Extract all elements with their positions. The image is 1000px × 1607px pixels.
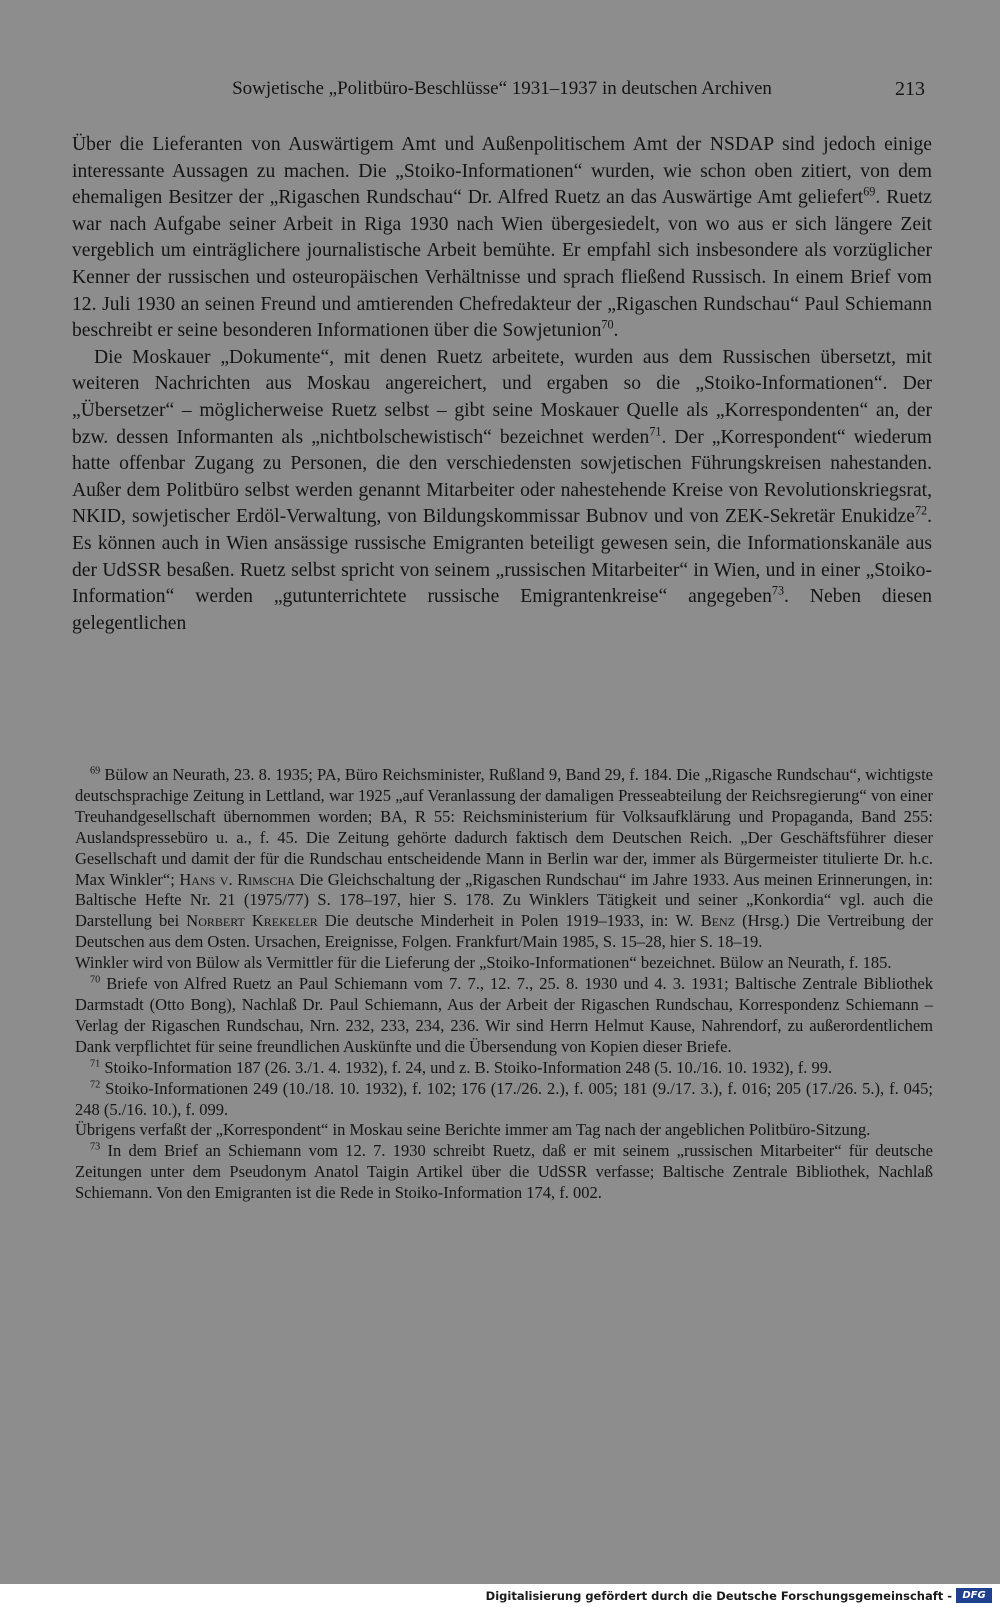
author-name: Norbert Krekeler — [186, 911, 318, 931]
footnote-70 — [75, 974, 933, 1058]
footnote-69 — [75, 765, 933, 953]
footnote-ref: 73 — [771, 583, 785, 598]
text-run: Die Gleichschaltung der „Rigaschen Rundschau“ im Jahre 1933. Aus meinen Erinnerungen, in: Baltische Hefte Nr. 21 (1975/77) S. 178–197, hier S. 178. Zu Winklers Tätigkeit und seiner „Konkordia“ vgl. auch die Darstellung bei — [75, 869, 933, 931]
text-run: Stoiko-Informationen 249 (10./18. 10. 1932), f. 102; 176 (17./26. 2.), f. 005; 181 (9./17. 3.), f. 016; 205 (17./26. 5.), f. 045; 248 (5./16. 10.), f. 099. — [75, 1078, 934, 1119]
funding-credit: Digitalisierung gefördert durch die Deutsche Forschungsgemeinschaft - — [485, 1589, 952, 1603]
footnotes — [75, 765, 933, 1204]
dfg-logo: DFG — [956, 1588, 992, 1603]
text-run: Bülow an Neurath, 23. 8. 1935; PA, Büro Reichsminister, Rußland 9, Band 29, f. 184. Die „Rigasche Rundschau“, wichtigste deutschsprachige Zeitung in Lettland, war 1925 „auf Veranlassung der damaligen Presseabteilung der Reichsregierung“ von einer Treuhandgesellschaft übernommen worden; BA, R 55: Reichsministerium für Volksaufklärung und Propaganda, Band 255: Auslandspressebüro u. a., f. 45. Die Zeitung gehörte dadurch faktisch dem Deutschen Reich. „Der Geschäftsführer dieser Gesellschaft und damit der für die Rundschau entscheidende Mann in Berlin war der, immer als Bürgermeister titulierte Dr. h.c. Max Winkler“; — [75, 765, 933, 889]
text-run: . — [613, 320, 619, 342]
footnote-number: 73 — [90, 1141, 101, 1153]
footnote-72 — [75, 1079, 933, 1121]
text-run: Stoiko-Information 187 (26. 3./1. 4. 1932), f. 24, und z. B. Stoiko-Information 248 (5. 10./16. 10. 1932), f. 99. — [104, 1057, 833, 1077]
footnote-number: 72 — [90, 1079, 101, 1091]
text-run: . Der „Korrespondent“ wiederum hatte offenbar Zugang zu Personen, die den verschiedensten sowjetischen Führungskreisen nahestanden. Außer dem Politbüro selbst werden genannt Mitarbeiter oder nahestehende Kreise von Revolutionskriegsrat, NKID, sowjetischer Erdöl-Verwaltung, von Bildungskommissar Bubnov und von ZEK-Sekretär Enukidze — [72, 426, 932, 528]
text-run: . Es können auch in Wien ansässige russische Emigranten beteiligt gewesen sein, die Informationskanäle aus der UdSSR besaßen. Ruetz selbst spricht von seinem „russischen Mitarbeiter“ in Wien, und in einer „Stoiko-Information“ werden „gutunterrichtete russische Emigrantenkreise“ angegeben — [72, 506, 932, 608]
footnote-71 — [75, 1058, 933, 1079]
footnote-ref: 72 — [914, 503, 928, 518]
digitization-footer — [0, 1584, 1000, 1607]
main-text — [72, 132, 932, 637]
text-run: In dem Brief an Schiemann vom 12. 7. 1930 schreibt Ruetz, daß er mit seinem „russischen Mitarbeiter“ für deutsche Zeitungen unter dem Pseudonym Anatol Taigin Artikel über die UdSSR verfasse; Baltische Zentrale Bibliothek, Nachlaß Schiemann. Von den Emigranten ist die Rede in Stoiko-Information 174, f. 002. — [75, 1141, 933, 1203]
text-run: . Ruetz war nach Aufgabe seiner Arbeit in Riga 1930 nach Wien übergesiedelt, von wo aus er sich längere Zeit vergeblich um einträglichere journalistische Arbeit bemühte. Er empfahl sich insbesondere als vorzüglicher Kenner der russischen und osteuropäischen Verhältnisse und sprach fließend Russisch. In einem Brief vom 12. Juli 1930 an seinen Freund und amtierenden Chefredakteur der „Rigaschen Rundschau“ Paul Schiemann beschreibt er seine besonderen Informationen über die Sowjetunion — [72, 187, 933, 342]
paragraph — [72, 132, 932, 345]
text-run: (Hrsg.) Die Vertreibung der Deutschen aus dem Osten. Ursachen, Ereignisse, Folgen. Frankfurt/Main 1985, S. 15–28, hier S. 18–19. — [75, 911, 933, 952]
footnote-72-continuation: Übrigens verfaßt der „Korrespondent“ in Moskau seine Berichte immer am Tag nach der angeblichen Politbüro-Sitzung. — [75, 1120, 871, 1140]
footnote-73 — [75, 1141, 933, 1204]
text-run: Über die Lieferanten von Auswärtigem Amt und Außenpolitischem Amt der NSDAP sind jedoch einige interessante Aussagen zu machen. Die „Stoiko-Informationen“ wurden, wie schon oben zitiert, von dem ehemaligen Besitzer der „Rigaschen Rundschau“ Dr. Alfred Ruetz an das Auswärtige Amt geliefert — [72, 134, 932, 209]
paragraph — [72, 345, 932, 638]
footnote-69-continuation: Winkler wird von Bülow als Vermittler für die Lieferung der „Stoiko-Informationen“ bezeichnet. Bülow an Neurath, f. 185. — [75, 953, 892, 973]
text-run: Briefe von Alfred Ruetz an Paul Schiemann vom 7. 7., 12. 7., 25. 8. 1930 und 4. 3. 1931; Baltische Zentrale Bibliothek Darmstadt (Otto Bong), Nachlaß Dr. Paul Schiemann, Aus der Arbeit der Rigaschen Rundschau, Korrespondenz Schiemann – Verlag der Rigaschen Rundschau, Nrn. 232, 233, 234, 236. Wir sind Herrn Helmut Kause, Nahrendorf, zu außerordentlichem Dank verpflichtet für seine freundlichen Auskünfte und die Übersendung von Kopien dieser Briefe. — [75, 974, 933, 1056]
text-run: . Neben diesen gelegentlichen — [72, 586, 932, 634]
footnote-ref: 69 — [863, 184, 876, 199]
footnote-ref: 70 — [601, 317, 614, 332]
footnote-number: 70 — [90, 974, 101, 986]
running-title: Sowjetische „Politbüro-Beschlüsse“ 1931–1937 in deutschen Archiven — [232, 78, 772, 99]
author-name: W. Benz — [675, 911, 736, 931]
page-number: 213 — [895, 78, 925, 100]
footnote-number: 69 — [90, 765, 101, 777]
footnote-number: 71 — [90, 1058, 101, 1070]
text-run: Die deutsche Minderheit in Polen 1919–1933, in: — [317, 911, 676, 931]
footnote-ref: 71 — [649, 424, 662, 438]
author-name: Hans v. Rimscha — [179, 869, 295, 889]
text-run: Die Moskauer „Dokumente“, mit denen Ruetz arbeitete, wurden aus dem Russischen übersetzt, mit weiteren Nachrichten aus Moskau angereichert, und ergaben so die „Stoiko-Informationen“. Der „Übersetzer“ – möglicherweise Ruetz selbst – gibt seine Moskauer Quelle als „Korrespondenten“ an, der bzw. dessen Informanten als „nichtbolschewistisch“ bezeichnet werden — [72, 346, 932, 448]
